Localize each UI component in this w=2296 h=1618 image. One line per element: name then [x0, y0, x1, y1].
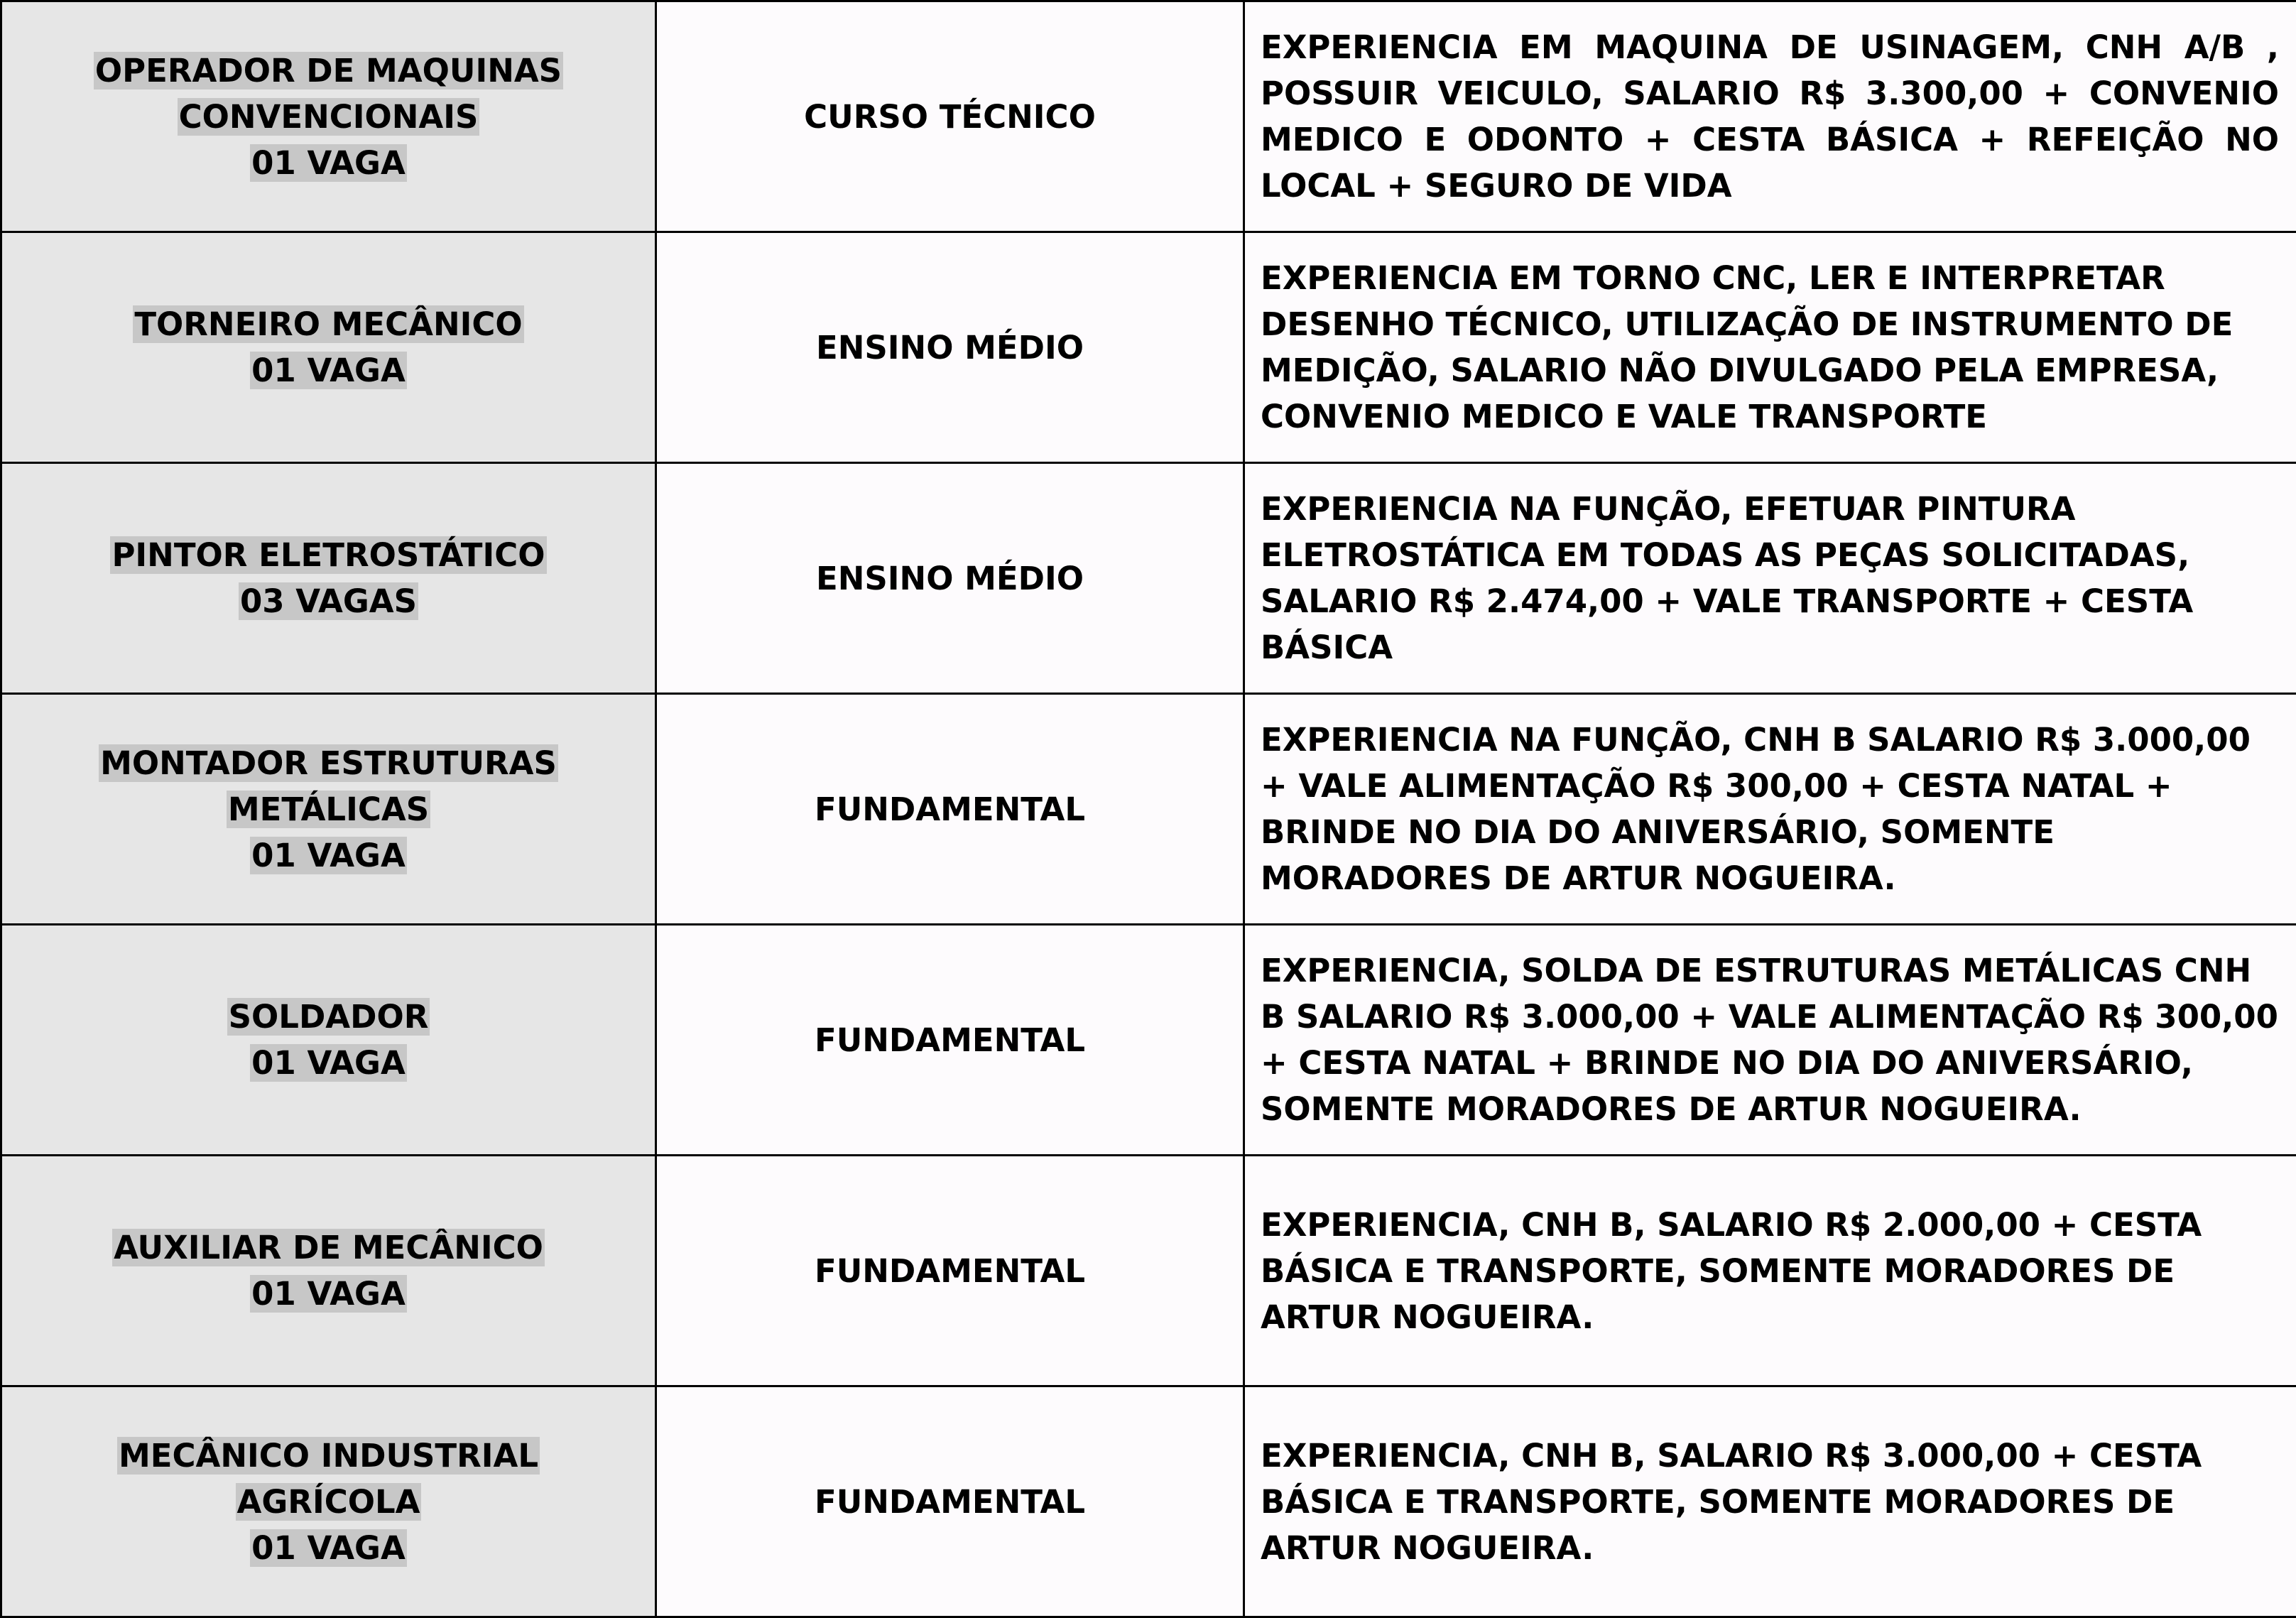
- requirements-cell: EXPERIENCIA EM MAQUINA DE USINAGEM, CNH A/B , POSSUIR VEICULO, SALARIO R$ 3.300,00 + CONVENIO MEDICO E ODONTO + CESTA BÁSICA + REFEIÇÃO NO LOCAL + SEGURO DE VIDA: [1244, 1, 2296, 232]
- vacancy-count: 01 VAGA: [251, 1044, 406, 1082]
- job-title-line: PINTOR ELETROSTÁTICO: [111, 536, 545, 574]
- education-cell: ENSINO MÉDIO: [656, 232, 1244, 463]
- job-title-line: AGRÍCOLA: [236, 1482, 420, 1521]
- requirements-cell: EXPERIENCIA NA FUNÇÃO, EFETUAR PINTURA ELETROSTÁTICA EM TODAS AS PEÇAS SOLICITADAS, SALARIO R$ 2.474,00 + VALE TRANSPORTE + CESTA BÁSICA: [1244, 463, 2296, 694]
- job-title-cell: [1, 1156, 656, 1386]
- table-row: [1, 1156, 2296, 1386]
- table-row: [1, 232, 2296, 463]
- education-cell: FUNDAMENTAL: [656, 694, 1244, 925]
- job-title-cell: [1, 925, 656, 1156]
- vacancy-count: 01 VAGA: [251, 352, 406, 389]
- job-title-line: MECÂNICO INDUSTRIAL: [118, 1436, 539, 1475]
- table-row: [1, 694, 2296, 925]
- job-title-line: MONTADOR ESTRUTURAS: [100, 744, 557, 782]
- job-title-line: METÁLICAS: [227, 790, 430, 828]
- table-row: [1, 1, 2296, 232]
- job-title-cell: [1, 1386, 656, 1617]
- job-title-line: AUXILIAR DE MECÂNICO: [114, 1229, 543, 1266]
- requirements-cell: EXPERIENCIA, CNH B, SALARIO R$ 2.000,00 + CESTA BÁSICA E TRANSPORTE, SOMENTE MORADORES DE ARTUR NOGUEIRA.: [1244, 1156, 2296, 1386]
- vacancy-count: 01 VAGA: [251, 1275, 406, 1313]
- education-cell: FUNDAMENTAL: [656, 1156, 1244, 1386]
- education-cell: FUNDAMENTAL: [656, 925, 1244, 1156]
- vacancy-count: 01 VAGA: [251, 836, 406, 874]
- job-title-line: SOLDADOR: [228, 998, 429, 1036]
- job-title-cell: [1, 463, 656, 694]
- vacancy-count: 03 VAGAS: [239, 582, 418, 620]
- requirements-cell: EXPERIENCIA EM TORNO CNC, LER E INTERPRETAR DESENHO TÉCNICO, UTILIZAÇÃO DE INSTRUMENTO DE MEDIÇÃO, SALARIO NÃO DIVULGADO PELA EMPRESA, CONVENIO MEDICO E VALE TRANSPORTE: [1244, 232, 2296, 463]
- requirements-cell: EXPERIENCIA, SOLDA DE ESTRUTURAS METÁLICAS CNH B SALARIO R$ 3.000,00 + VALE ALIMENTAÇÃO R$ 300,00 + CESTA NATAL + BRINDE NO DIA DO ANIVERSÁRIO, SOMENTE MORADORES DE ARTUR NOGUEIRA.: [1244, 925, 2296, 1156]
- requirements-cell: EXPERIENCIA, CNH B, SALARIO R$ 3.000,00 + CESTA BÁSICA E TRANSPORTE, SOMENTE MORADORES DE ARTUR NOGUEIRA.: [1244, 1386, 2296, 1617]
- job-title-line: TORNEIRO MECÂNICO: [134, 305, 523, 343]
- job-title-cell: [1, 232, 656, 463]
- vacancy-count: 01 VAGA: [251, 1529, 406, 1567]
- education-cell: ENSINO MÉDIO: [656, 463, 1244, 694]
- job-title-cell: [1, 1, 656, 232]
- job-title-cell: [1, 694, 656, 925]
- table-row: [1, 463, 2296, 694]
- job-title-line: CONVENCIONAIS: [178, 97, 479, 136]
- vacancy-count: 01 VAGA: [251, 143, 406, 182]
- table-row: [1, 1386, 2296, 1617]
- job-title-line: OPERADOR DE MAQUINAS: [94, 51, 562, 89]
- education-cell: FUNDAMENTAL: [656, 1386, 1244, 1617]
- table-row: [1, 925, 2296, 1156]
- requirements-cell: EXPERIENCIA NA FUNÇÃO, CNH B SALARIO R$ 3.000,00 + VALE ALIMENTAÇÃO R$ 300,00 + CESTA NATAL + BRINDE NO DIA DO ANIVERSÁRIO, SOMENTE MORADORES DE ARTUR NOGUEIRA.: [1244, 694, 2296, 925]
- education-cell: CURSO TÉCNICO: [656, 1, 1244, 232]
